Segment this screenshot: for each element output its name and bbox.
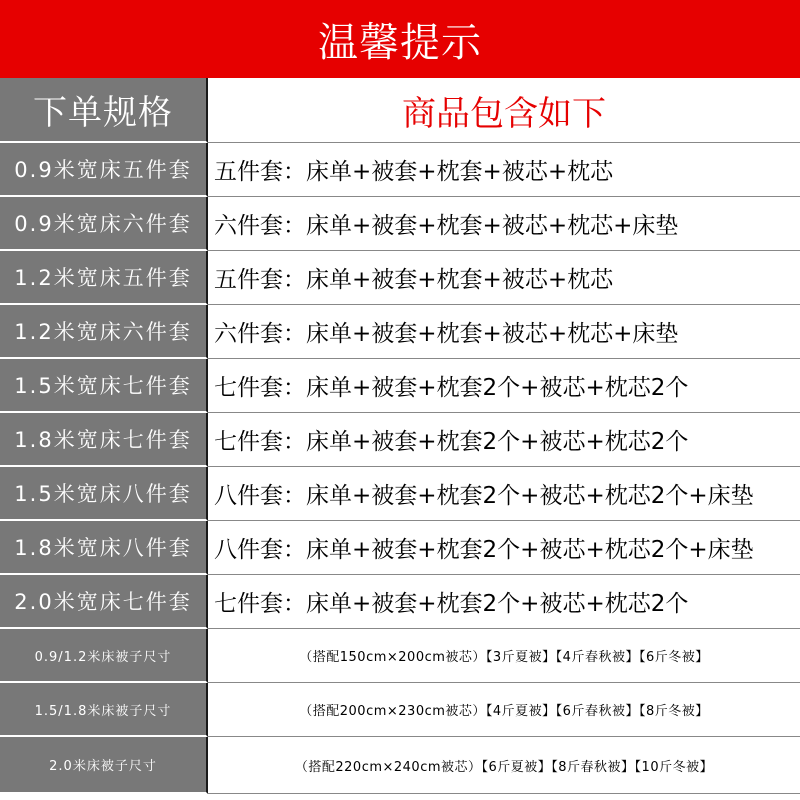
table-row bbox=[0, 629, 800, 683]
table-row bbox=[0, 359, 800, 413]
spec-cell: 0.9米宽床五件套 bbox=[0, 143, 208, 197]
table-row bbox=[0, 575, 800, 629]
table-row bbox=[0, 683, 800, 737]
table-row bbox=[0, 521, 800, 575]
header-contents-label: 商品包含如下 bbox=[208, 78, 800, 143]
table-row bbox=[0, 143, 800, 197]
quilt-options-cell: （搭配220cm×240cm被芯）【6斤夏被】【8斤春秋被】【10斤冬被】 bbox=[208, 737, 800, 794]
contents-cell: 八件套：床单+被套+枕套2个+被芯+枕芯2个+床垫 bbox=[208, 521, 800, 575]
table-row bbox=[0, 305, 800, 359]
header-spec-label: 下单规格 bbox=[0, 78, 208, 143]
spec-cell: 1.2米宽床六件套 bbox=[0, 305, 208, 359]
quilt-size-cell: 2.0米床被子尺寸 bbox=[0, 737, 208, 794]
spec-cell: 0.9米宽床六件套 bbox=[0, 197, 208, 251]
spec-cell: 1.2米宽床五件套 bbox=[0, 251, 208, 305]
contents-cell: 五件套：床单+被套+枕套+被芯+枕芯 bbox=[208, 143, 800, 197]
contents-cell: 七件套：床单+被套+枕套2个+被芯+枕芯2个 bbox=[208, 413, 800, 467]
spec-cell: 1.8米宽床七件套 bbox=[0, 413, 208, 467]
quilt-options-cell: （搭配150cm×200cm被芯）【3斤夏被】【4斤春秋被】【6斤冬被】 bbox=[208, 629, 800, 683]
quilt-size-cell: 1.5/1.8米床被子尺寸 bbox=[0, 683, 208, 737]
table-row bbox=[0, 413, 800, 467]
spec-table bbox=[0, 78, 800, 794]
contents-cell: 八件套：床单+被套+枕套2个+被芯+枕芯2个+床垫 bbox=[208, 467, 800, 521]
spec-cell: 1.5米宽床八件套 bbox=[0, 467, 208, 521]
contents-cell: 七件套：床单+被套+枕套2个+被芯+枕芯2个 bbox=[208, 575, 800, 629]
contents-cell: 六件套：床单+被套+枕套+被芯+枕芯+床垫 bbox=[208, 305, 800, 359]
page-title: 温馨提示 bbox=[0, 0, 800, 78]
contents-cell: 七件套：床单+被套+枕套2个+被芯+枕芯2个 bbox=[208, 359, 800, 413]
spec-cell: 1.8米宽床八件套 bbox=[0, 521, 208, 575]
spec-cell: 1.5米宽床七件套 bbox=[0, 359, 208, 413]
quilt-options-cell: （搭配200cm×230cm被芯）【4斤夏被】【6斤春秋被】【8斤冬被】 bbox=[208, 683, 800, 737]
table-row bbox=[0, 197, 800, 251]
table-row bbox=[0, 737, 800, 794]
table-row bbox=[0, 251, 800, 305]
contents-cell: 五件套：床单+被套+枕套+被芯+枕芯 bbox=[208, 251, 800, 305]
table-row bbox=[0, 467, 800, 521]
table-header-row bbox=[0, 78, 800, 143]
quilt-size-cell: 0.9/1.2米床被子尺寸 bbox=[0, 629, 208, 683]
contents-cell: 六件套：床单+被套+枕套+被芯+枕芯+床垫 bbox=[208, 197, 800, 251]
spec-cell: 2.0米宽床七件套 bbox=[0, 575, 208, 629]
